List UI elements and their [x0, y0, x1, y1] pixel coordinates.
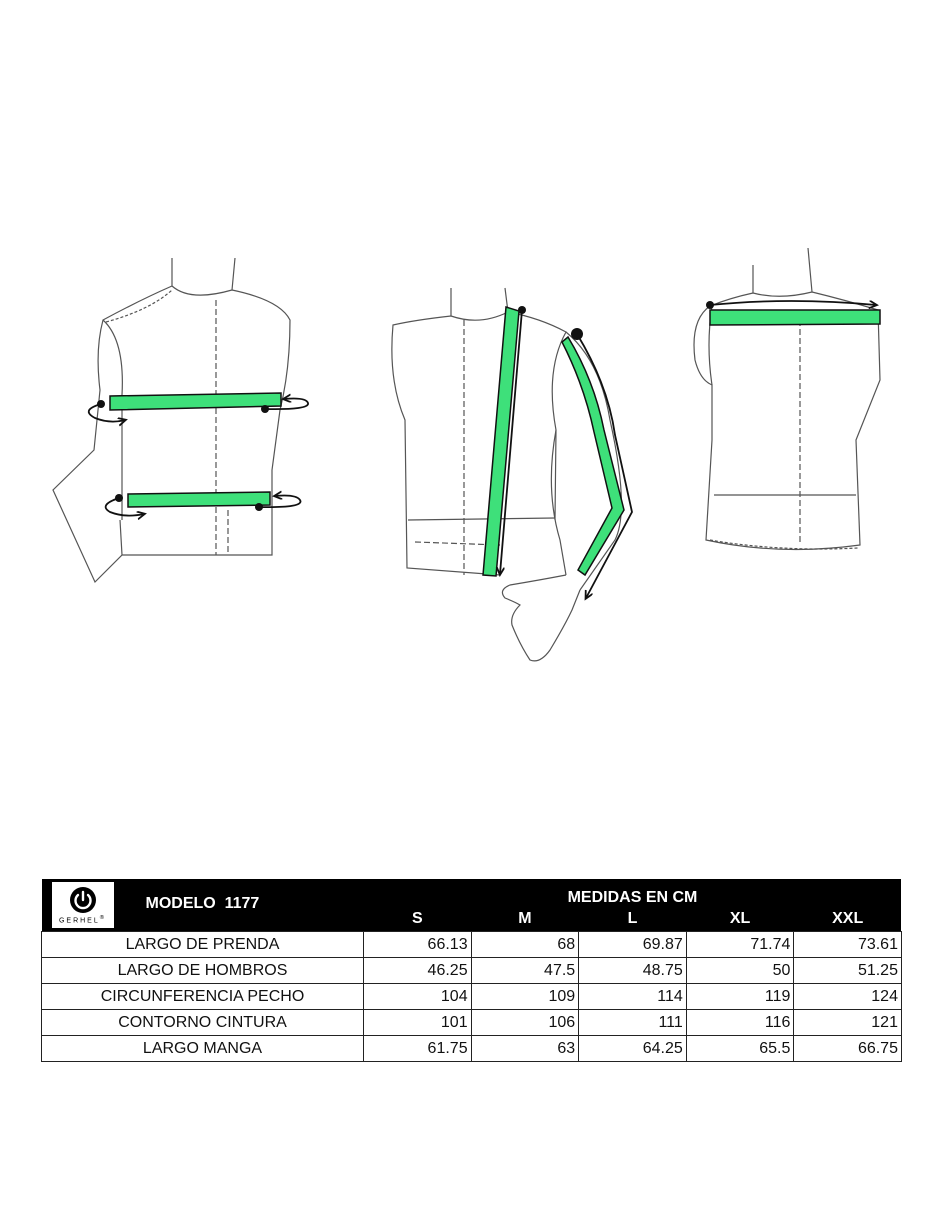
cell-value: 64.25 [579, 1036, 687, 1062]
size-header-l: L [579, 907, 687, 932]
power-icon [69, 886, 97, 914]
cell-value: 61.75 [364, 1036, 472, 1062]
brand-logo-text: GERHEL® [58, 914, 107, 925]
cell-value: 119 [686, 984, 794, 1010]
back-torso-figure [694, 248, 880, 549]
waist-measure-band [106, 492, 301, 516]
cell-value: 109 [471, 984, 579, 1010]
row-label: CIRCUNFERENCIA PECHO [42, 984, 364, 1010]
size-header-m: M [471, 907, 579, 932]
size-header-s: S [364, 907, 472, 932]
cell-value: 48.75 [579, 958, 687, 984]
cell-value: 46.25 [364, 958, 472, 984]
cell-value: 68 [471, 932, 579, 958]
row-label: LARGO DE HOMBROS [42, 958, 364, 984]
cell-value: 66.13 [364, 932, 472, 958]
table-row [42, 1036, 902, 1062]
cell-value: 69.87 [579, 932, 687, 958]
cell-value: 124 [794, 984, 902, 1010]
front-torso-figure [53, 258, 290, 582]
brand-logo [52, 882, 114, 928]
cell-value: 104 [364, 984, 472, 1010]
cell-value: 63 [471, 1036, 579, 1062]
size-header-xxl: XXL [794, 907, 902, 932]
cell-value: 65.5 [686, 1036, 794, 1062]
garment-length-band [483, 306, 526, 576]
cell-value: 47.5 [471, 958, 579, 984]
table-header-row [42, 879, 902, 907]
size-header-xl: XL [686, 907, 794, 932]
cell-value: 106 [471, 1010, 579, 1036]
sleeve-length-band [562, 328, 632, 598]
table-row [42, 932, 902, 958]
cell-value: 121 [794, 1010, 902, 1036]
model-label: MODELO 1177 [145, 895, 260, 912]
size-chart-table [41, 879, 902, 1062]
cell-value: 111 [579, 1010, 687, 1036]
logo-model-cell [42, 879, 364, 932]
units-title: MEDIDAS EN CM [364, 879, 902, 907]
row-label: LARGO DE PRENDA [42, 932, 364, 958]
row-label: CONTORNO CINTURA [42, 1010, 364, 1036]
table-row [42, 958, 902, 984]
cell-value: 66.75 [794, 1036, 902, 1062]
cell-value: 114 [579, 984, 687, 1010]
cell-value: 71.74 [686, 932, 794, 958]
cell-value: 50 [686, 958, 794, 984]
cell-value: 51.25 [794, 958, 902, 984]
row-label: LARGO MANGA [42, 1036, 364, 1062]
cell-value: 116 [686, 1010, 794, 1036]
cell-value: 73.61 [794, 932, 902, 958]
table-row [42, 1010, 902, 1036]
cell-value: 101 [364, 1010, 472, 1036]
table-row [42, 984, 902, 1010]
shoulder-length-band [706, 301, 880, 325]
